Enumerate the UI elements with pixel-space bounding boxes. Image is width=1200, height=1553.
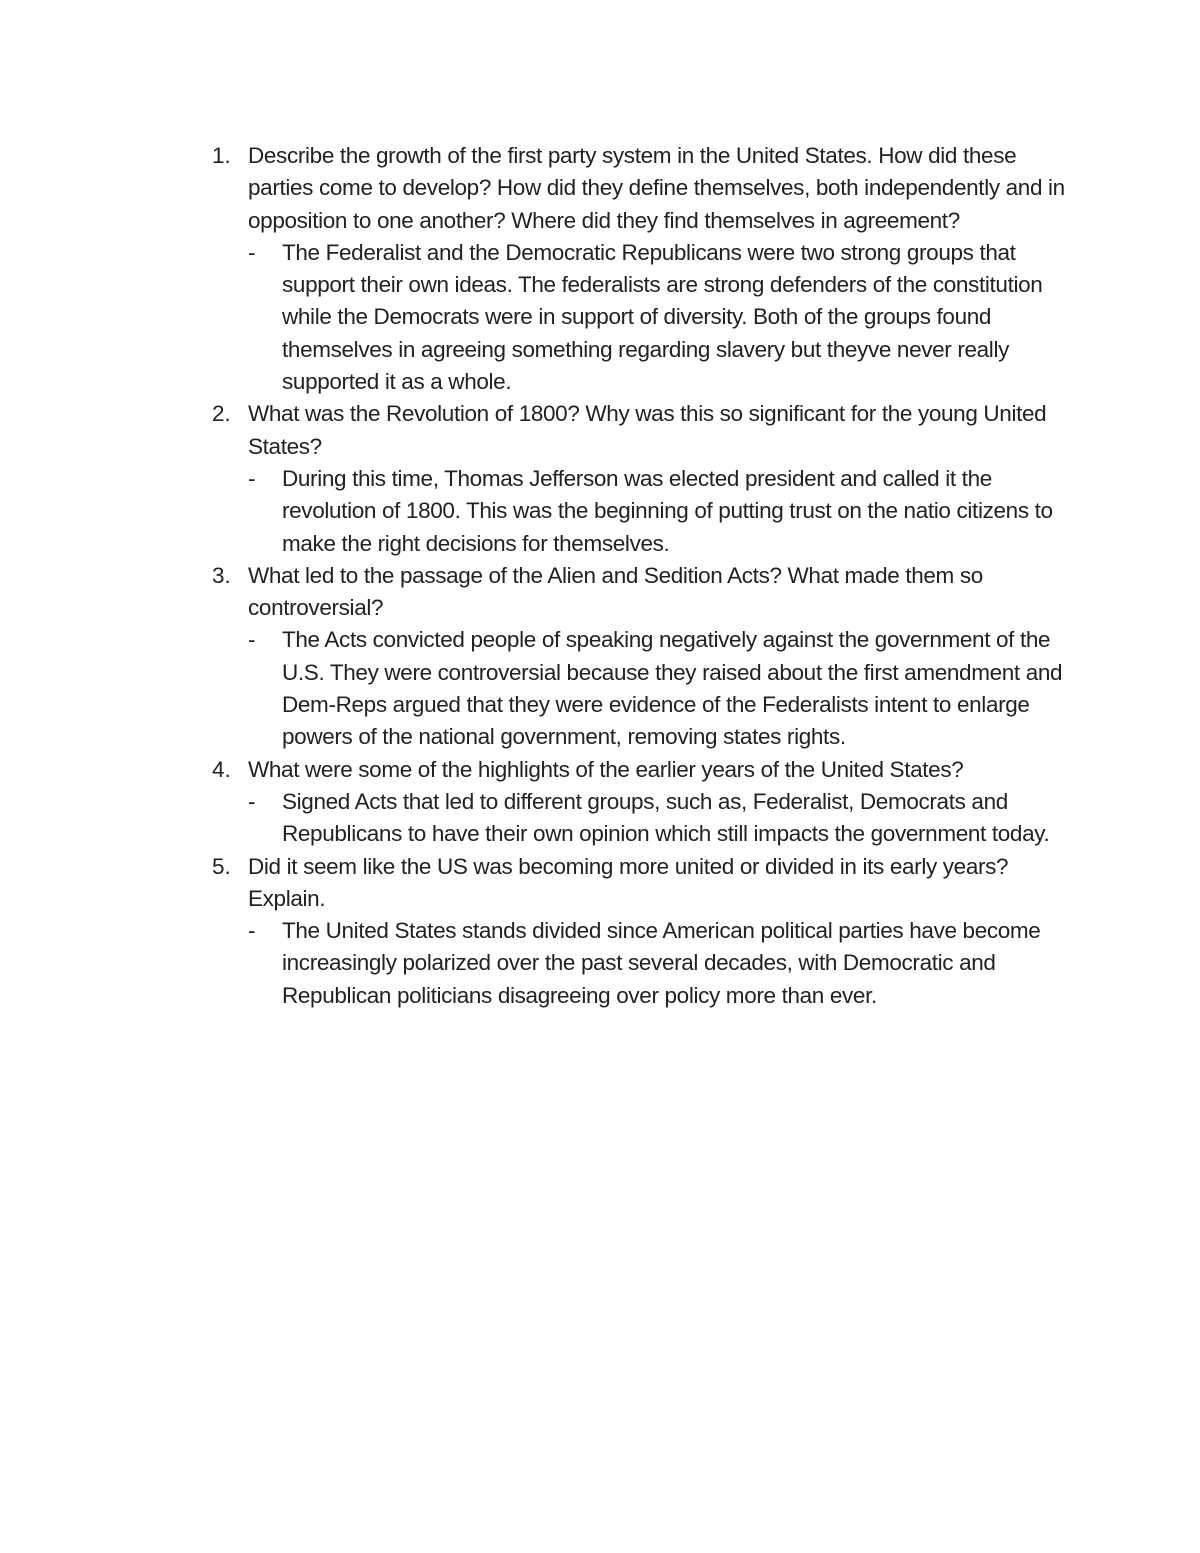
item-number: 2. xyxy=(212,401,231,427)
question-text: What led to the passage of the Alien and Sedition Acts? What made them so controversial? xyxy=(248,562,983,621)
question-item-1 xyxy=(212,140,1082,398)
answer-text-container xyxy=(248,786,1082,851)
item-number: 5. xyxy=(212,853,231,879)
answer-text: Signed Acts that led to different groups, such as, Federalist, Democrats and Republicans to have their own opinion which still impacts the government today. xyxy=(282,788,1050,847)
dash-bullet: - xyxy=(248,788,256,814)
question-text: Describe the growth of the first party system in the United States. How did these parties come to develop? How did they define themselves, both independently and in opposition to one another? Where did they find themselves in agreement? xyxy=(248,143,1065,233)
dash-bullet: - xyxy=(248,239,256,265)
answer-text: The Acts convicted people of speaking negatively against the government of the U.S. They were controversial because they raised about the first amendment and Dem-Reps argued that they were evidence of the Federalists intent to enlarge powers of the national government, removing states rights. xyxy=(282,627,1063,750)
item-number: 4. xyxy=(212,756,231,782)
dash-bullet: - xyxy=(248,918,256,944)
question-text: What were some of the highlights of the earlier years of the United States? xyxy=(248,756,964,782)
answer-text: The United States stands divided since American political parties have become increasingly polarized over the past several decades, with Democratic and Republican politicians disagreeing over policy more than ever. xyxy=(282,918,1041,1008)
question-list xyxy=(212,140,1082,1012)
answer-text: During this time, Thomas Jefferson was elected president and called it the revolution of 1800. This was the beginning of putting trust on the natio citizens to make the right decisions for themselves. xyxy=(282,465,1053,556)
answer-text-container xyxy=(248,463,1082,560)
question-item-3 xyxy=(212,560,1082,754)
answer-text: The Federalist and the Democratic Republicans were two strong groups that support their own ideas. The federalists are strong defenders of the constitution while the Democrats were in support of diversity. Both of the groups found themselves in agreeing something regarding slavery but theyve never really supported it as a whole. xyxy=(282,239,1043,395)
answer-text-container xyxy=(248,237,1082,398)
question-item-5 xyxy=(212,851,1082,1012)
question-text: Did it seem like the US was becoming more united or divided in its early years? Explain. xyxy=(248,853,1009,911)
question-text: What was the Revolution of 1800? Why was this so significant for the young United States? xyxy=(248,401,1047,459)
dash-bullet: - xyxy=(248,627,256,653)
item-number: 1. xyxy=(212,143,231,168)
answer-text-container xyxy=(248,624,1082,753)
item-number: 3. xyxy=(212,562,231,588)
answer-text-container xyxy=(248,915,1082,1012)
dash-bullet: - xyxy=(248,465,256,491)
question-item-4 xyxy=(212,754,1082,851)
question-item-2 xyxy=(212,398,1082,559)
